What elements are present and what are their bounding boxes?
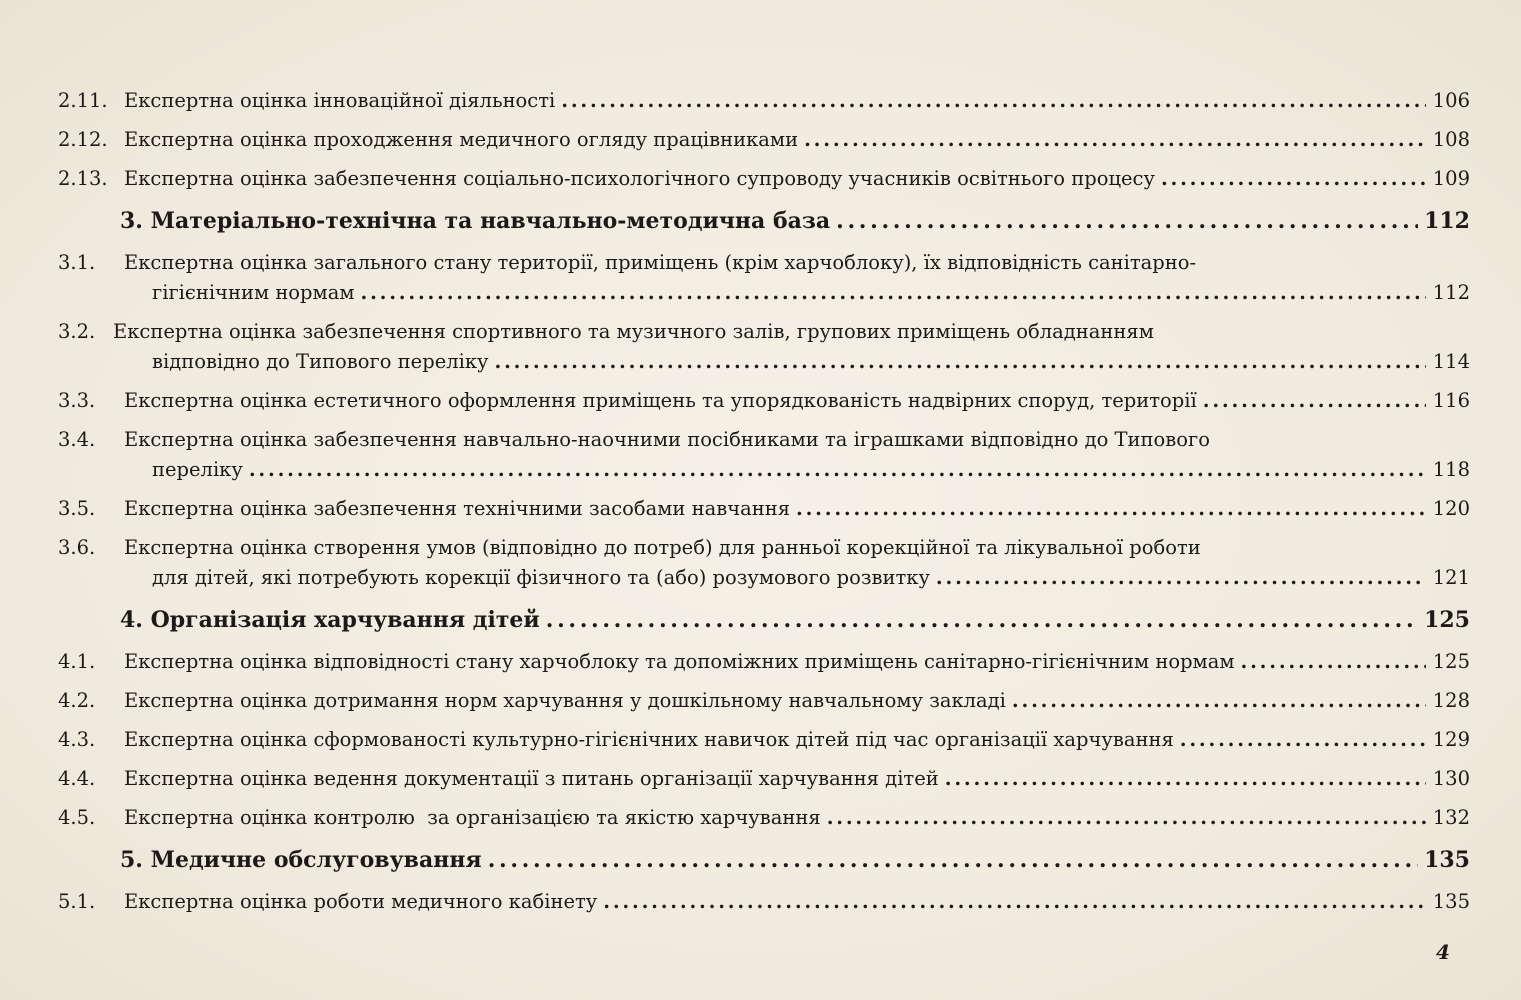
entry-title-line2: для дітей, які потребують корекції фізичного та (або) розумового розвитку bbox=[152, 566, 930, 589]
toc-entry[interactable] bbox=[58, 647, 1470, 677]
entry-title-line1: Експертна оцінка забезпечення навчально-наочними посібниками та іграшками відповідно до Типового bbox=[124, 428, 1210, 451]
section-title: 5. Медичне обслуговування bbox=[120, 847, 482, 873]
entry-title: Експертна оцінка інноваційної діяльності bbox=[124, 89, 556, 112]
entry-title: Експертна оцінка дотримання норм харчування у дошкільному навчальному закладі bbox=[124, 689, 1006, 712]
entry-number: 3.2. bbox=[58, 320, 96, 343]
entry-number: 3.4. bbox=[58, 428, 96, 451]
toc-entry[interactable] bbox=[58, 887, 1470, 917]
entry-number: 4.4. bbox=[58, 767, 96, 790]
dot-leader bbox=[1180, 725, 1426, 755]
entry-page: 118 bbox=[1432, 458, 1470, 481]
dot-leader bbox=[804, 125, 1426, 155]
entry-number: 5.1. bbox=[58, 890, 96, 913]
entry-page: 129 bbox=[1432, 728, 1470, 751]
entry-title: Експертна оцінка забезпечення соціально-психологічного супроводу учасників освітнього процесу bbox=[124, 167, 1155, 190]
entry-page: 135 bbox=[1432, 890, 1470, 913]
entry-number: 2.11. bbox=[58, 89, 108, 112]
entry-number: 3.6. bbox=[58, 536, 96, 559]
entry-title: Експертна оцінка роботи медичного кабінету bbox=[124, 890, 598, 913]
toc-entry[interactable] bbox=[58, 425, 1470, 485]
section-page: 135 bbox=[1424, 847, 1470, 873]
dot-leader bbox=[796, 494, 1426, 524]
entry-page: 114 bbox=[1432, 350, 1470, 373]
dot-leader bbox=[1161, 164, 1426, 194]
dot-leader bbox=[1241, 647, 1426, 677]
entry-title-line2: гігієнічним нормам bbox=[152, 281, 355, 304]
entry-page: 130 bbox=[1432, 767, 1470, 790]
dot-leader bbox=[936, 563, 1426, 593]
toc-entry[interactable] bbox=[58, 248, 1470, 308]
dot-leader bbox=[561, 86, 1426, 116]
dot-leader bbox=[249, 455, 1426, 485]
entry-title: Експертна оцінка сформованості культурно-гігієнічних навичок дітей під час організації харчування bbox=[124, 728, 1174, 751]
dot-leader bbox=[603, 887, 1426, 917]
entry-title: Експертна оцінка забезпечення технічними засобами навчання bbox=[124, 497, 791, 520]
dot-leader bbox=[1203, 386, 1426, 416]
dot-leader bbox=[546, 602, 1418, 638]
dot-leader bbox=[827, 803, 1426, 833]
toc-entry[interactable] bbox=[58, 803, 1470, 833]
dot-leader bbox=[1012, 686, 1426, 716]
entry-title: Експертна оцінка контролю за організацією та якістю харчування bbox=[124, 806, 821, 829]
entry-page: 112 bbox=[1432, 281, 1470, 304]
entry-title: Експертна оцінка проходження медичного огляду працівниками bbox=[124, 128, 799, 151]
entry-title-line1: Експертна оцінка створення умов (відповідно до потреб) для ранньої корекційної та лікувальної роботи bbox=[124, 536, 1201, 559]
dot-leader bbox=[836, 203, 1418, 239]
toc-section-heading[interactable] bbox=[58, 842, 1470, 878]
entry-page: 109 bbox=[1432, 167, 1470, 190]
entry-title-line1: Експертна оцінка загального стану території, приміщень (крім харчоблоку), їх відповідність санітарно- bbox=[124, 251, 1197, 274]
section-page: 112 bbox=[1424, 208, 1470, 234]
entry-title-line2: відповідно до Типового переліку bbox=[152, 350, 489, 373]
entry-title: Експертна оцінка естетичного оформлення приміщень та упорядкованість надвірних споруд, території bbox=[124, 389, 1197, 412]
dot-leader bbox=[488, 842, 1418, 878]
dot-leader bbox=[361, 278, 1427, 308]
toc-entry[interactable] bbox=[58, 533, 1470, 593]
toc-section-heading[interactable] bbox=[58, 602, 1470, 638]
entry-number: 3.5. bbox=[58, 497, 96, 520]
toc-entry[interactable] bbox=[58, 86, 1470, 116]
toc-entry[interactable] bbox=[58, 686, 1470, 716]
entry-page: 128 bbox=[1432, 689, 1470, 712]
page-number: 4 bbox=[1436, 940, 1450, 964]
dot-leader bbox=[495, 347, 1426, 377]
table-of-contents bbox=[58, 86, 1470, 926]
entry-number: 4.3. bbox=[58, 728, 96, 751]
entry-title: Експертна оцінка відповідності стану харчоблоку та допоміжних приміщень санітарно-гігієнічним нормам bbox=[124, 650, 1235, 673]
entry-page: 132 bbox=[1432, 806, 1470, 829]
toc-entry[interactable] bbox=[58, 164, 1470, 194]
toc-entry[interactable] bbox=[58, 494, 1470, 524]
entry-number: 2.12. bbox=[58, 128, 108, 151]
toc-entry[interactable] bbox=[58, 125, 1470, 155]
toc-entry[interactable] bbox=[58, 386, 1470, 416]
entry-page: 108 bbox=[1432, 128, 1470, 151]
entry-number: 4.5. bbox=[58, 806, 96, 829]
entry-page: 120 bbox=[1432, 497, 1470, 520]
entry-number: 4.2. bbox=[58, 689, 96, 712]
entry-number: 2.13. bbox=[58, 167, 108, 190]
section-title: 3. Матеріально-технічна та навчально-методична база bbox=[120, 208, 831, 234]
section-title: 4. Організація харчування дітей bbox=[120, 607, 540, 633]
dot-leader bbox=[945, 764, 1426, 794]
toc-section-heading[interactable] bbox=[58, 203, 1470, 239]
toc-entry[interactable] bbox=[58, 764, 1470, 794]
entry-page: 125 bbox=[1432, 650, 1470, 673]
section-page: 125 bbox=[1424, 607, 1470, 633]
entry-number: 4.1. bbox=[58, 650, 96, 673]
toc-entry[interactable] bbox=[58, 317, 1470, 377]
entry-page: 121 bbox=[1432, 566, 1470, 589]
entry-page: 106 bbox=[1432, 89, 1470, 112]
entry-title-line1: Експертна оцінка забезпечення спортивного та музичного залів, групових приміщень обладнанням bbox=[113, 320, 1154, 343]
toc-entry[interactable] bbox=[58, 725, 1470, 755]
entry-number: 3.1. bbox=[58, 251, 96, 274]
entry-title-line2: переліку bbox=[152, 458, 243, 481]
entry-number: 3.3. bbox=[58, 389, 96, 412]
entry-page: 116 bbox=[1432, 389, 1470, 412]
entry-title: Експертна оцінка ведення документації з питань організації харчування дітей bbox=[124, 767, 939, 790]
